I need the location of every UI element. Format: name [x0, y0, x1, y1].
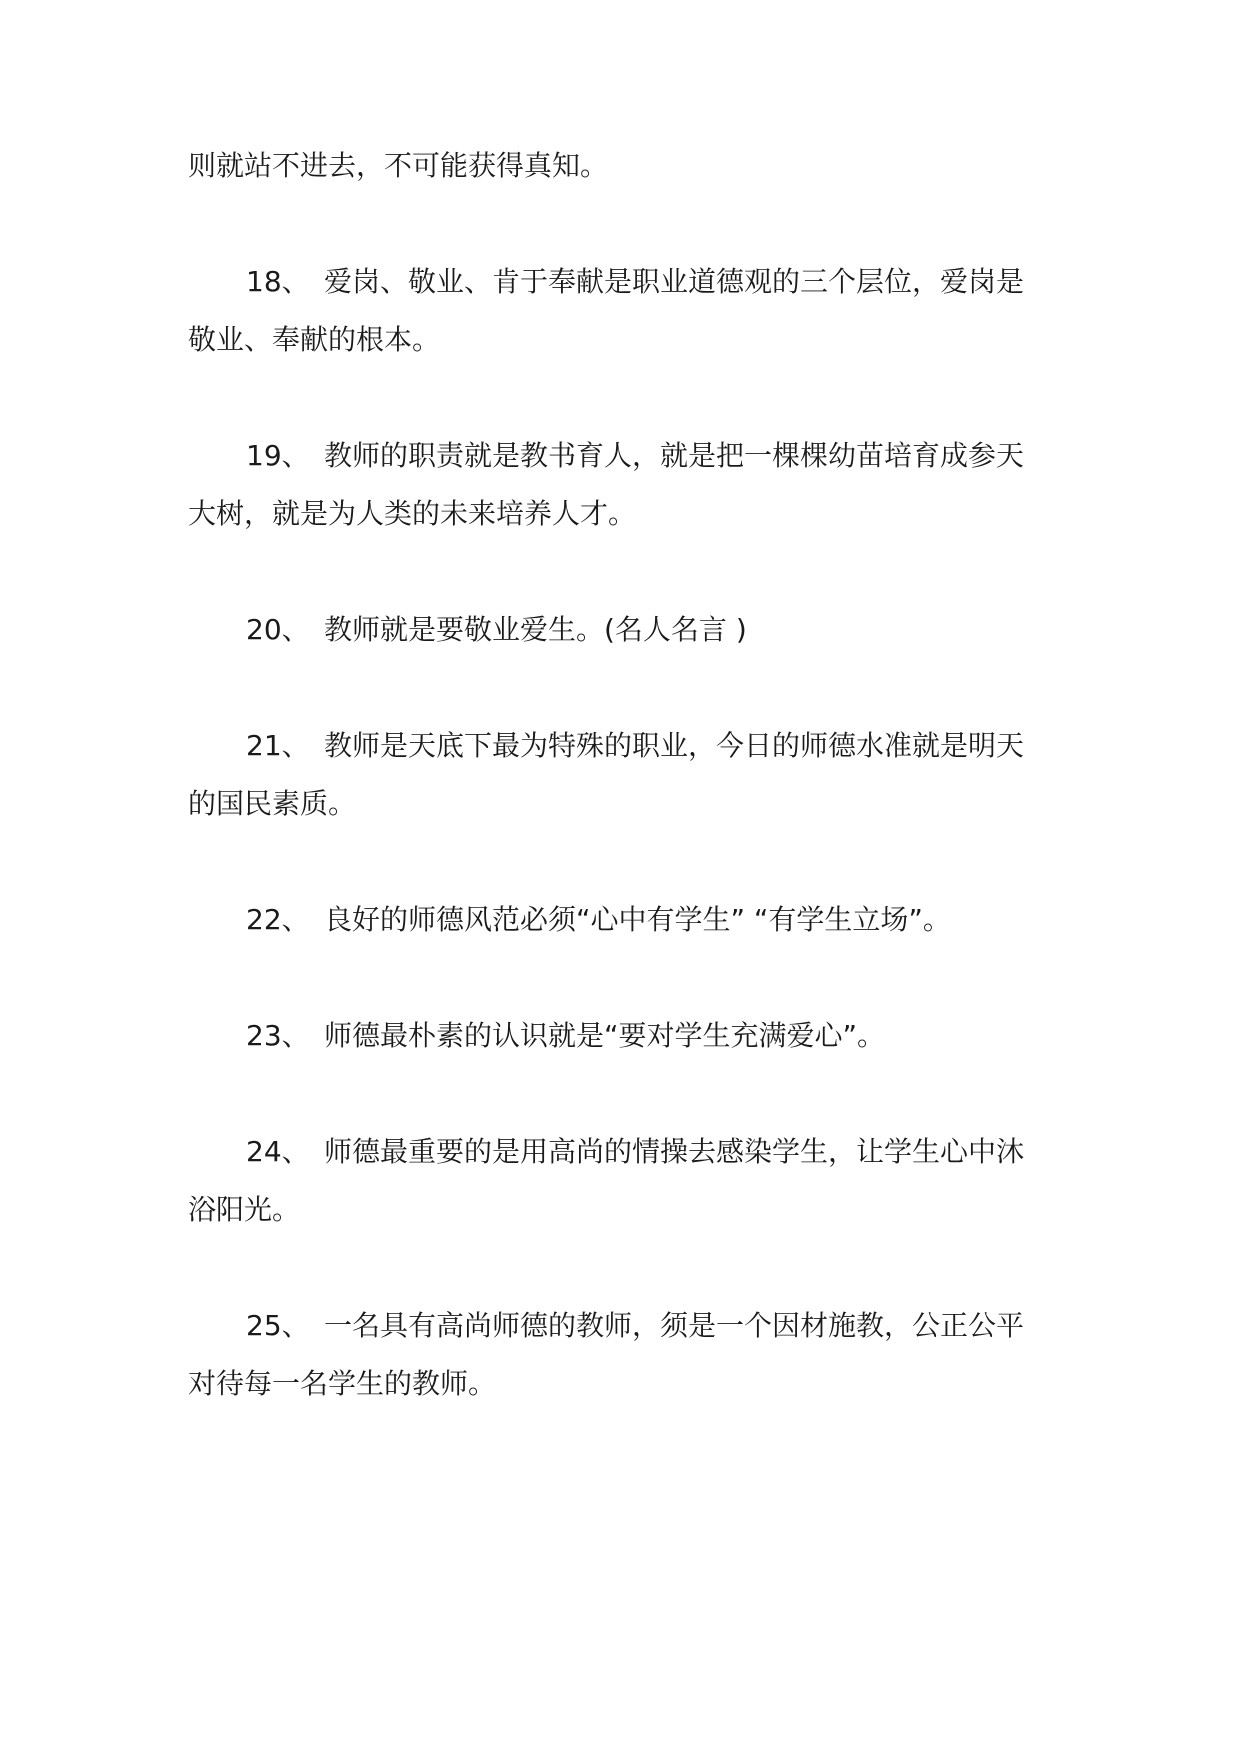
item-text: 一名具有高尚师德的教师，须是一个因材施教，公正公平	[324, 1309, 1025, 1342]
item-text: 教师的职责就是教书育人，就是把一棵棵幼苗培育成参天	[324, 439, 1025, 472]
item-text: 师德最重要的是用高尚的情操去感染学生，让学生心中沐	[324, 1135, 1025, 1168]
item-18-line-2: 敬业、奉献的根本。	[188, 323, 441, 356]
item-18-line-1	[246, 262, 1024, 302]
item-text: 教师就是要敬业爱生。(名人名言 )	[324, 613, 747, 646]
item-25-line-1	[246, 1306, 1024, 1346]
item-number: 19、	[246, 439, 310, 472]
item-number: 25、	[246, 1309, 310, 1342]
item-24-line-1	[246, 1132, 1024, 1172]
item-25-line-2: 对待每一名学生的教师。	[188, 1367, 497, 1400]
item-19-line-2: 大树，就是为人类的未来培养人才。	[188, 497, 637, 530]
item-20-line-1	[246, 610, 747, 650]
item-number: 22、	[246, 903, 310, 936]
item-number: 21、	[246, 729, 310, 762]
item-text: 爱岗、敬业、肯于奉献是职业道德观的三个层位，爱岗是	[324, 265, 1025, 298]
item-24-line-2: 浴阳光。	[188, 1193, 301, 1226]
item-number: 18、	[246, 265, 310, 298]
item-19-line-1	[246, 436, 1024, 476]
item-22-line-1	[246, 900, 951, 940]
item-21-line-2: 的国民素质。	[188, 787, 357, 820]
item-21-line-1	[246, 726, 1024, 766]
item-text: 师德最朴素的认识就是“要对学生充满爱心”。	[324, 1019, 886, 1052]
item-text: 良好的师德风范必须“心中有学生” “有学生立场”。	[324, 903, 951, 936]
item-text: 教师是天底下最为特殊的职业，今日的师德水准就是明天	[324, 729, 1025, 762]
continuation-line: 则就站不进去，不可能获得真知。	[188, 149, 609, 182]
item-23-line-1	[246, 1016, 885, 1056]
item-number: 20、	[246, 613, 310, 646]
item-number: 24、	[246, 1135, 310, 1168]
item-number: 23、	[246, 1019, 310, 1052]
